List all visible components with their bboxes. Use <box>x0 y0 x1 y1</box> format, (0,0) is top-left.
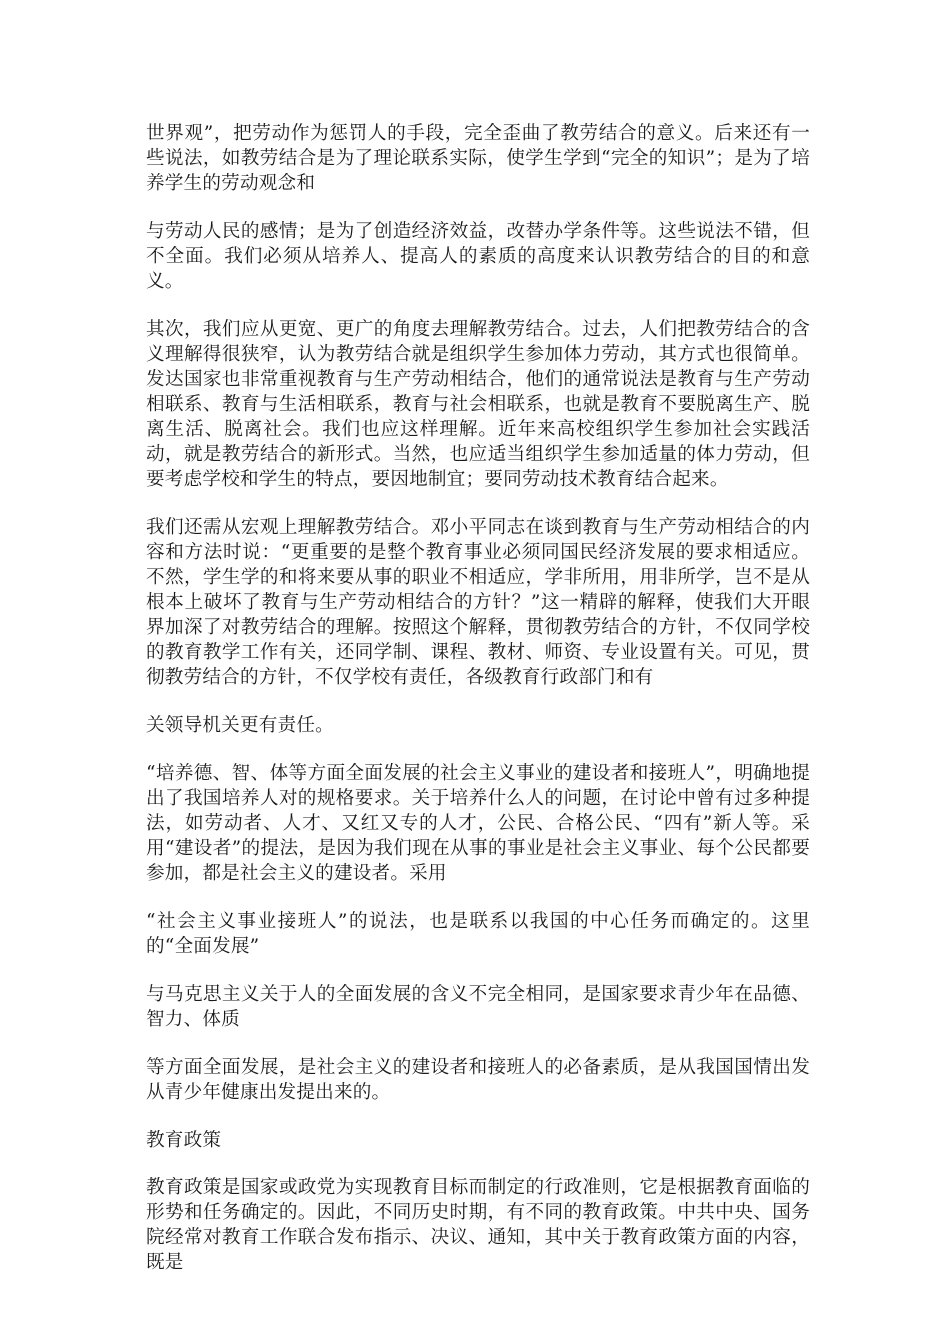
paragraph-3: 其次，我们应从更宽、更广的角度去理解教劳结合。过去，人们把教劳结合的含义理解得很狭窄，认为教劳结合就是组织学生参加体力劳动，其方式也很简单。发达国家也非常重视教育与生产劳动相结合，他们的通常说法是教育与生产劳动相联系、教育与生活相联系，教育与社会相联系，也就是教育不要脱离生产、脱离生活、脱离社会。我们也应这样理解。近年来高校组织学生参加社会实践活动，就是教劳结合的新形式。当然，也应适当组织学生参加适量的体力劳动，但要考虑学校和学生的特点，要因地制宜；要同劳动技术教育结合起来。 <box>146 319 810 490</box>
paragraph-5: 关领导机关更有责任。 <box>146 715 334 736</box>
paragraph-6: “培养德、智、体等方面全面发展的社会主义事业的建设者和接班人”，明确地提出了我国培养人对的规格要求。关于培养什么人的问题，在讨论中曾有过多种提法，如劳动者、人才、又红又专的人才，公民、合格公民、“四有”新人等。采用“建设者”的提法，是因为我们现在从事的事业是社会主义事业、每个公民都要参加，都是社会主义的建设者。采用 <box>146 763 810 884</box>
paragraph-4: 我们还需从宏观上理解教劳结合。邓小平同志在谈到教育与生产劳动相结合的内容和方法时说：“更重要的是整个教育事业必须同国民经济发展的要求相适应。不然，学生学的和将来要从事的职业不相适应，学非所用，用非所学，岂不是从根本上破坏了教育与生产劳动相结合的方针？”这一精辟的解释，使我们大开眼界加深了对教劳结合的理解。按照这个解释，贯彻教劳结合的方针，不仅同学校的教育教学工作有关，还同学制、课程、教材、师资、专业设置有关。可见，贯彻教劳结合的方针，不仅学校有责任，各级教育行政部门和有 <box>146 517 810 688</box>
paragraph-8: 与马克思主义关于人的全面发展的含义不完全相同，是国家要求青少年在品德、智力、体质 <box>146 984 810 1030</box>
paragraph-7: “社会主义事业接班人”的说法，也是联系以我国的中心任务而确定的。这里的“全面发展” <box>146 911 810 957</box>
section-heading: 教育政策 <box>146 1130 222 1151</box>
paragraph-10: 教育政策是国家或政党为实现教育目标而制定的行政准则，它是根据教育面临的形势和任务确定的。因此，不同历史时期，有不同的教育政策。中共中央、国务院经常对教育工作联合发布指示、决议、通知，其中关于教育政策方面的内容，既是 <box>146 1177 810 1273</box>
paragraph-1: 世界观”，把劳动作为惩罚人的手段，完全歪曲了教劳结合的意义。后来还有一些说法，如教劳结合是为了理论联系实际，使学生学到“完全的知识”；是为了培养学生的劳动观念和 <box>146 123 810 194</box>
paragraph-2: 与劳动人民的感情；是为了创造经济效益，改替办学条件等。这些说法不错，但不全面。我们必须从培养人、提高人的素质的高度来认识教劳结合的目的和意义。 <box>146 221 810 292</box>
document-page <box>146 121 810 1298</box>
paragraph-9: 等方面全面发展，是社会主义的建设者和接班人的必备素质，是从我国国情出发从青少年健康出发提出来的。 <box>146 1057 810 1103</box>
